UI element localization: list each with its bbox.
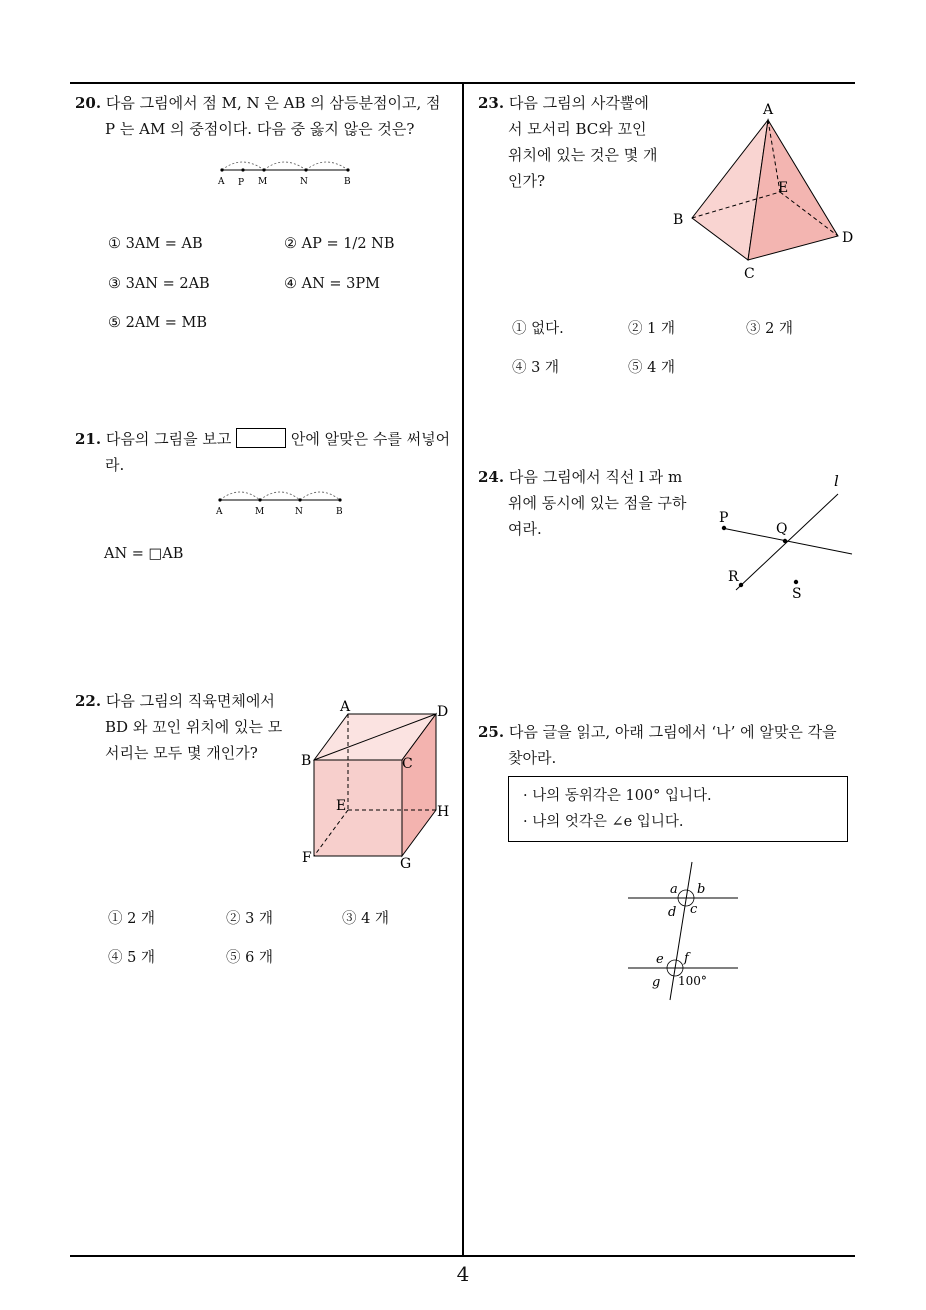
label-b: b <box>697 882 706 897</box>
hint-line: · 나의 동위각은 100° 입니다. <box>523 788 712 804</box>
question-number: 23. <box>478 94 505 112</box>
question-25 <box>478 719 863 771</box>
choice-5[interactable]: ⑤ 2AM = MB <box>108 315 208 331</box>
angles-figure <box>624 858 744 1004</box>
answer-blank-box[interactable] <box>236 428 286 448</box>
label-n: N <box>295 507 303 517</box>
label-a: A <box>218 177 225 187</box>
question-text: BD 와 꼬인 위치에 있는 모 <box>105 718 283 736</box>
column-divider <box>462 82 464 1256</box>
choice-4[interactable]: ④ AN = 3PM <box>284 276 380 292</box>
choice-4[interactable]: ④ 5 개 <box>108 950 155 966</box>
label-e: E <box>336 798 347 814</box>
question-21 <box>75 426 460 478</box>
label-g: g <box>652 975 661 990</box>
label-r: R <box>728 569 739 585</box>
pyramid-figure <box>668 96 868 286</box>
question-20 <box>75 90 460 142</box>
label-100-degrees: 100° <box>678 974 707 988</box>
choice-1[interactable]: ① 3AM = AB <box>108 236 203 252</box>
label-c: C <box>744 266 755 282</box>
question-text: 라. <box>105 456 125 474</box>
label-m: M <box>255 507 265 517</box>
label-b: B <box>673 212 684 228</box>
choice-2[interactable]: ② 1 개 <box>628 321 675 337</box>
choice-3[interactable]: ③ 4 개 <box>342 911 389 927</box>
label-p: P <box>719 510 729 526</box>
cuboid-figure <box>296 696 456 876</box>
label-b: B <box>336 507 343 517</box>
hint-line: · 나의 엇각은 ∠e 입니다. <box>523 814 684 830</box>
label-f: F <box>302 850 312 866</box>
choice-2[interactable]: ② AP = 1/2 NB <box>284 236 395 252</box>
question-text: 다음 글을 읽고, 아래 그림에서 ‘나’ 에 알맞은 각을 <box>508 723 837 741</box>
question-text: 다음 그림에서 점 M, N 은 AB 의 삼등분점이고, 점 <box>105 94 441 112</box>
label-e: e <box>656 952 664 967</box>
lines-figure <box>710 466 860 606</box>
choice-3[interactable]: ③ 2 개 <box>746 321 793 337</box>
choice-5[interactable]: ⑤ 4 개 <box>628 360 675 376</box>
question-text: 서리는 모두 몇 개인가? <box>105 744 258 762</box>
label-q: Q <box>776 521 788 537</box>
label-d: d <box>668 905 677 920</box>
question-text: 서 모서리 BC와 꼬인 <box>508 120 647 138</box>
choice-3[interactable]: ③ 3AN = 2AB <box>108 276 210 292</box>
label-a: A <box>763 102 774 118</box>
page-number: 4 <box>456 1262 470 1286</box>
label-a: A <box>216 507 223 517</box>
question-text: 다음 그림에서 직선 l 과 m <box>508 468 683 486</box>
choice-2[interactable]: ② 3 개 <box>226 911 273 927</box>
label-c: C <box>402 756 413 772</box>
question-text: 인가? <box>508 172 546 190</box>
label-f: f <box>684 951 689 966</box>
question-24 <box>478 464 708 542</box>
question-text: P 는 AM 의 중점이다. 다음 중 옳지 않은 것은? <box>105 120 415 138</box>
q20-segment-figure <box>210 150 360 190</box>
label-a: A <box>340 699 351 715</box>
choice-4[interactable]: ④ 3 개 <box>512 360 559 376</box>
label-b: B <box>301 753 312 769</box>
label-p: P <box>238 178 245 188</box>
choice-5[interactable]: ⑤ 6 개 <box>226 950 273 966</box>
equation: AN = □AB <box>104 546 184 562</box>
label-a: a <box>670 882 678 897</box>
label-n: N <box>300 177 308 187</box>
label-d: D <box>437 704 449 720</box>
question-number: 24. <box>478 468 505 486</box>
question-number: 21. <box>75 430 102 448</box>
question-text: 위에 동시에 있는 점을 구하 <box>508 494 687 512</box>
label-m: M <box>258 177 268 187</box>
label-h: H <box>437 804 450 820</box>
question-23 <box>478 90 678 194</box>
label-c: c <box>690 902 698 917</box>
question-22 <box>75 688 305 766</box>
label-b: B <box>344 177 351 187</box>
question-text: 다음의 그림을 보고 <box>105 430 232 448</box>
question-text: 안에 알맞은 수를 써넣어 <box>290 430 451 448</box>
question-text: 위치에 있는 것은 몇 개 <box>508 146 658 164</box>
label-d: D <box>842 230 854 246</box>
label-l: l <box>834 472 839 490</box>
hint-box <box>508 776 848 842</box>
choice-1[interactable]: ① 없다. <box>512 321 564 337</box>
choice-1[interactable]: ① 2 개 <box>108 911 155 927</box>
question-number: 20. <box>75 94 102 112</box>
label-e: E <box>778 180 789 196</box>
q21-segment-figure <box>210 480 360 520</box>
label-s: S <box>792 586 802 602</box>
question-text: 다음 그림의 사각뿔에 <box>508 94 649 112</box>
question-text: 여라. <box>508 520 542 538</box>
question-text: 다음 그림의 직육면체에서 <box>105 692 275 710</box>
question-text: 찾아라. <box>508 749 557 767</box>
question-number: 25. <box>478 723 505 741</box>
label-g: G <box>400 856 412 872</box>
question-number: 22. <box>75 692 102 710</box>
